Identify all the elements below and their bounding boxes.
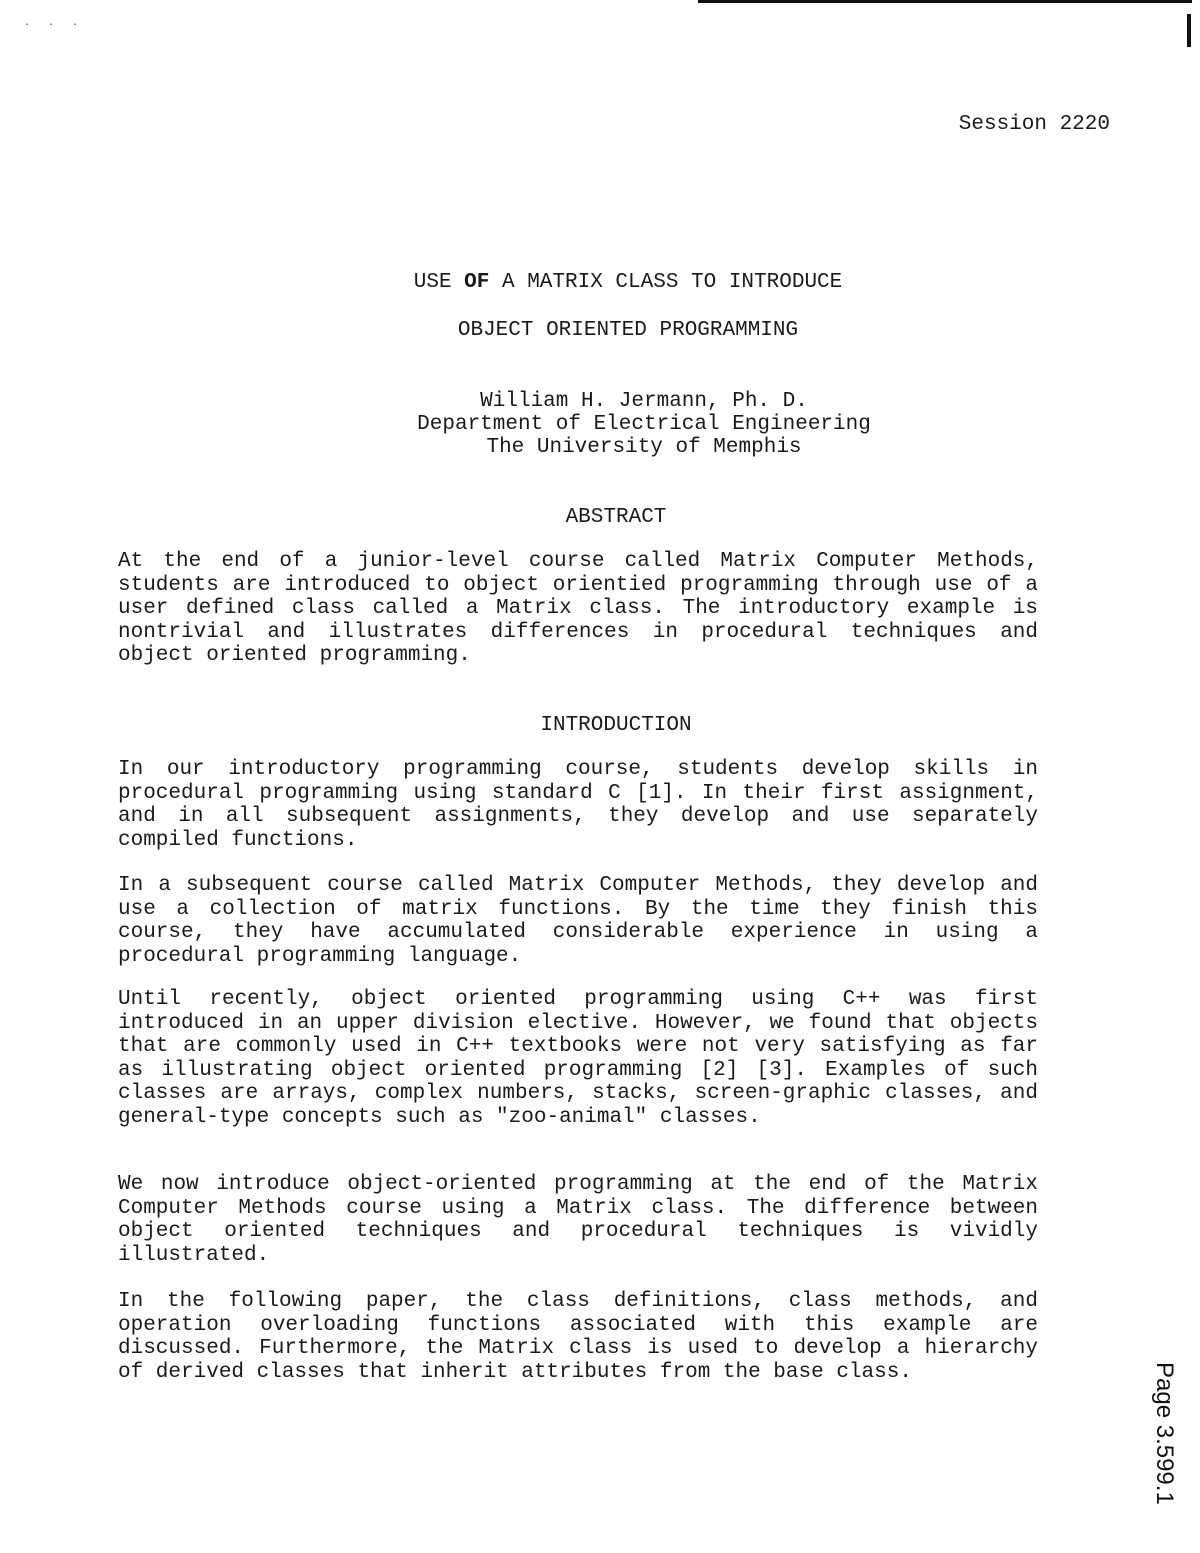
intro-paragraph-4: We now introduce object-oriented programming at the end of the Matrix Computer Methods course using a Matrix class. The difference between object oriented techniques and procedural techniques is vividly illustrated.	[118, 1173, 1038, 1267]
top-rule	[698, 0, 1192, 3]
page-number: Page 3.599.1	[1151, 1362, 1178, 1505]
title-part-2: A MATRIX CLASS TO INTRODUCE	[489, 271, 843, 294]
session-label: Session 2220	[958, 113, 1110, 136]
author-department: Department of Electrical Engineering	[417, 413, 871, 436]
title-part-bold: OF	[464, 271, 490, 294]
abstract-heading: ABSTRACT	[565, 506, 667, 529]
paper-title-line-2: OBJECT ORIENTED PROGRAMMING	[457, 319, 799, 342]
intro-paragraph-1: In our introductory programming course, students develop skills in procedural programming using standard C [1]. In their first assignment, and in all subsequent assignments, they develop and use separately compiled functions.	[118, 758, 1038, 852]
margin-bar	[1187, 14, 1191, 47]
intro-paragraph-2: In a subsequent course called Matrix Computer Methods, they develop and use a collection of matrix functions. By the time they finish this course, they have accumulated considerable experience in using a procedural programming language.	[118, 874, 1038, 968]
author-block	[0, 390, 1200, 459]
abstract-text: At the end of a junior-level course called Matrix Computer Methods, students are introduced to object orientied programming through use of a user defined class called a Matrix class. The introductory example is nontrivial and illustrates differences in procedural techniques and object oriented programming.	[118, 550, 1038, 667]
introduction-heading: INTRODUCTION	[540, 714, 692, 737]
author-university: The University of Memphis	[486, 436, 802, 459]
author-name: William H. Jermann, Ph. D.	[480, 390, 808, 413]
title-part-1: USE	[413, 271, 465, 294]
intro-paragraph-3: Until recently, object oriented programming using C++ was first introduced in an upper division elective. However, we found that objects that are commonly used in C++ textbooks were not very satisfying as far as illustrating object oriented programming [2] [3]. Examples of such classes are arrays, complex numbers, stacks, screen-graphic classes, and general-type concepts such as "zoo-animal" classes.	[118, 988, 1038, 1129]
intro-paragraph-5: In the following paper, the class definitions, class methods, and operation overloading functions associated with this example are discussed. Furthermore, the Matrix class is used to develop a hierarchy of derived classes that inherit attributes from the base class.	[118, 1290, 1038, 1384]
paper-title-line-1	[0, 271, 1200, 294]
scan-specks: · · ·	[24, 20, 85, 31]
